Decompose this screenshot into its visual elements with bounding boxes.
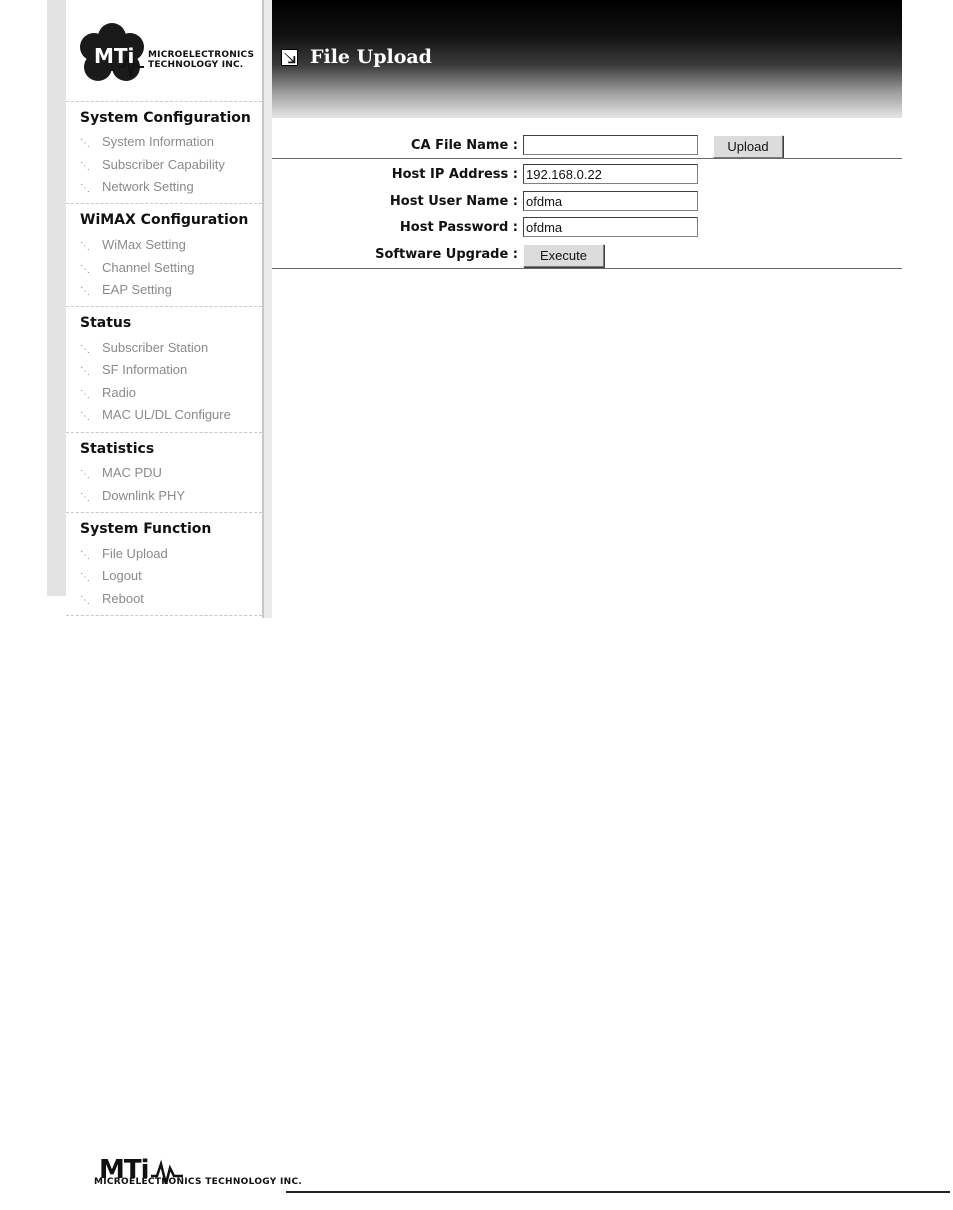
sidebar-divider bbox=[66, 101, 262, 102]
chevron-right-icon: ⋱ bbox=[80, 344, 90, 355]
sidebar-item-mac-ul-dl-configure[interactable] bbox=[80, 407, 231, 422]
sidebar-item-logout[interactable] bbox=[80, 568, 142, 583]
sidebar-item-network-setting[interactable] bbox=[80, 179, 194, 194]
sidebar-item-reboot[interactable] bbox=[80, 591, 144, 606]
chevron-right-icon: ⋱ bbox=[80, 595, 90, 606]
host-user-name-input[interactable] bbox=[523, 191, 698, 211]
chevron-right-icon: ⋱ bbox=[80, 469, 90, 480]
chevron-right-icon: ⋱ bbox=[80, 264, 90, 275]
sidebar-item-label: Channel Setting bbox=[102, 260, 195, 275]
section-title-system-function: System Function bbox=[80, 521, 212, 537]
logo-text bbox=[148, 50, 254, 70]
svg-text:MTi: MTi bbox=[99, 1155, 149, 1184]
sidebar-strip bbox=[47, 0, 66, 596]
chevron-right-icon: ⋱ bbox=[80, 138, 90, 149]
sidebar-shadow bbox=[264, 0, 272, 618]
software-upgrade-label: Software Upgrade : bbox=[375, 247, 518, 262]
sidebar-divider bbox=[66, 306, 262, 307]
sidebar-item-subscriber-capability[interactable] bbox=[80, 157, 225, 172]
sidebar-item-label: Network Setting bbox=[102, 179, 194, 194]
svg-text:MTi: MTi bbox=[94, 44, 135, 68]
form-divider bbox=[272, 268, 902, 269]
execute-button[interactable]: Execute bbox=[523, 244, 604, 267]
sidebar-item-label: MAC UL/DL Configure bbox=[102, 407, 231, 422]
sidebar-item-label: Radio bbox=[102, 385, 136, 400]
sidebar-divider bbox=[66, 432, 262, 433]
sidebar-item-label: Reboot bbox=[102, 591, 144, 606]
sidebar-divider bbox=[66, 512, 262, 513]
sidebar-item-sf-information[interactable] bbox=[80, 362, 187, 377]
chevron-right-icon: ⋱ bbox=[80, 389, 90, 400]
host-password-label: Host Password : bbox=[399, 220, 518, 235]
sidebar-divider bbox=[66, 615, 262, 616]
sidebar-item-wimax-setting[interactable] bbox=[80, 237, 186, 252]
chevron-right-icon: ⋱ bbox=[80, 411, 90, 422]
sidebar-item-label: SF Information bbox=[102, 362, 188, 377]
chevron-right-icon: ⋱ bbox=[80, 161, 90, 172]
upload-button[interactable]: Upload bbox=[713, 135, 783, 158]
sidebar-item-subscriber-station[interactable] bbox=[80, 340, 208, 355]
chevron-right-icon: ⋱ bbox=[80, 286, 90, 297]
logo-text-line1: MICROELECTRONICS bbox=[148, 50, 255, 60]
sidebar-item-label: Downlink PHY bbox=[102, 488, 186, 503]
sidebar-item-label: Subscriber Station bbox=[102, 340, 209, 355]
sidebar-item-channel-setting[interactable] bbox=[80, 260, 195, 275]
sidebar-item-label: Subscriber Capability bbox=[102, 157, 225, 172]
chevron-right-icon: ⋱ bbox=[80, 241, 90, 252]
sidebar-item-eap-setting[interactable] bbox=[80, 282, 172, 297]
ca-file-name-input[interactable] bbox=[523, 135, 698, 155]
footer-rule bbox=[286, 1191, 950, 1193]
company-logo bbox=[80, 23, 255, 91]
chevron-right-icon: ⋱ bbox=[80, 572, 90, 583]
chevron-right-icon: ⋱ bbox=[80, 366, 90, 377]
sidebar-item-label: MAC PDU bbox=[102, 465, 162, 480]
host-user-name-label: Host User Name : bbox=[389, 194, 518, 209]
sidebar-item-label: File Upload bbox=[102, 546, 168, 561]
host-ip-address-input[interactable] bbox=[523, 164, 698, 184]
footer-company-name: MICROELECTRONICS TECHNOLOGY INC. bbox=[94, 1177, 303, 1187]
sidebar-item-radio[interactable] bbox=[80, 385, 136, 400]
chevron-right-icon: ⋱ bbox=[80, 492, 90, 503]
section-title-statistics: Statistics bbox=[80, 441, 155, 457]
logo-flower-icon bbox=[80, 23, 144, 87]
section-title-system-configuration: System Configuration bbox=[80, 110, 251, 126]
arrow-square-icon bbox=[281, 49, 298, 66]
host-ip-address-label: Host IP Address : bbox=[391, 167, 518, 182]
sidebar-item-file-upload[interactable] bbox=[80, 546, 168, 561]
host-password-input[interactable] bbox=[523, 217, 698, 237]
sidebar-item-mac-pdu[interactable] bbox=[80, 465, 162, 480]
sidebar-item-downlink-phy[interactable] bbox=[80, 488, 185, 503]
sidebar-item-label: System Information bbox=[102, 134, 214, 149]
chevron-right-icon: ⋱ bbox=[80, 183, 90, 194]
logo-text-line2: TECHNOLOGY INC. bbox=[148, 60, 244, 70]
chevron-right-icon: ⋱ bbox=[80, 550, 90, 561]
section-title-wimax-configuration: WiMAX Configuration bbox=[80, 212, 249, 228]
ca-file-name-label: CA File Name : bbox=[410, 138, 518, 153]
sidebar-item-label: Logout bbox=[102, 568, 142, 583]
form-divider bbox=[272, 158, 902, 159]
section-title-status: Status bbox=[80, 315, 132, 331]
sidebar-item-label: EAP Setting bbox=[102, 282, 172, 297]
sidebar-item-system-information[interactable] bbox=[80, 134, 214, 149]
sidebar-item-label: WiMax Setting bbox=[102, 237, 186, 252]
sidebar-divider bbox=[66, 203, 262, 204]
page-title: File Upload bbox=[310, 46, 432, 68]
